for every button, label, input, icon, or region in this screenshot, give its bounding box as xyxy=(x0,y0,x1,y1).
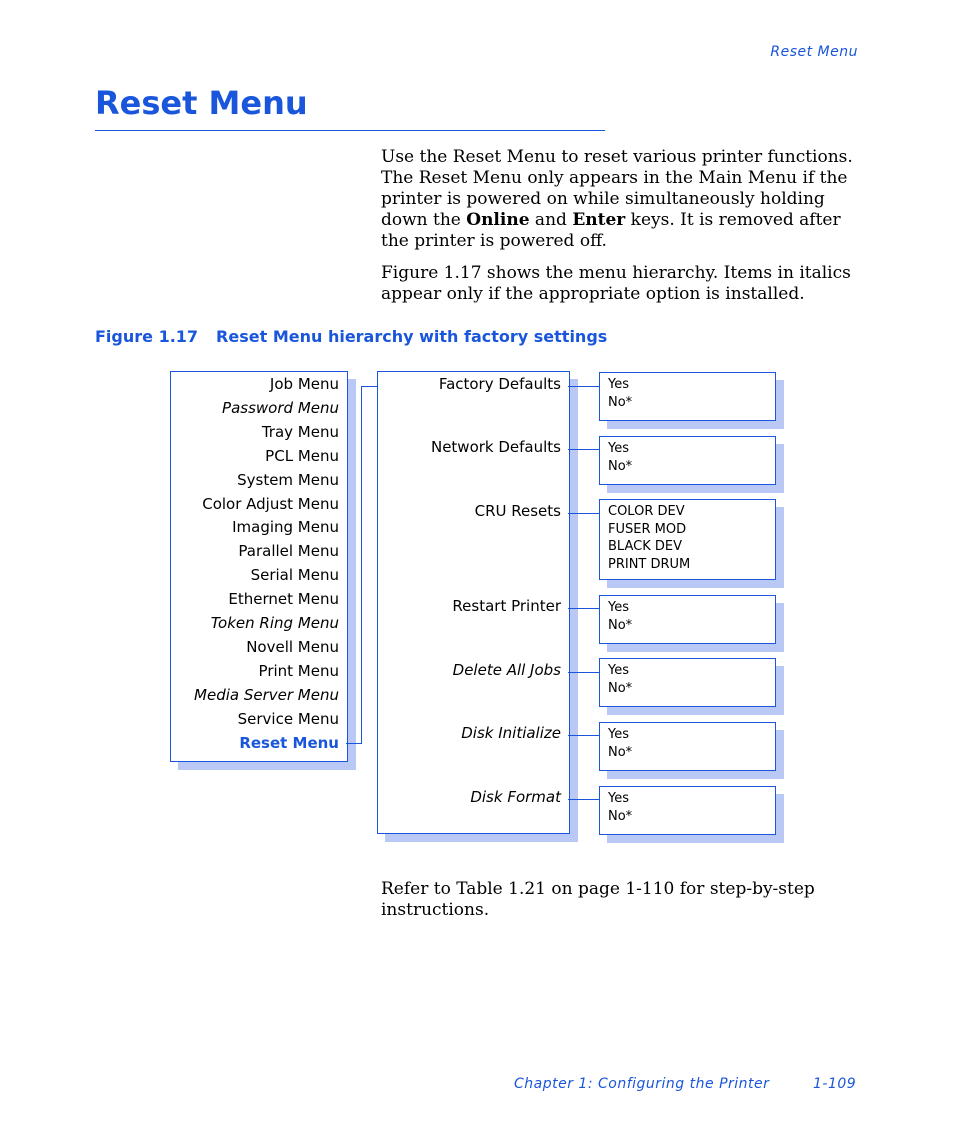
connector-line xyxy=(361,386,362,744)
option-value[interactable]: No* xyxy=(608,617,633,633)
main-menu-item[interactable]: Tray Menu xyxy=(261,422,339,441)
connector-line xyxy=(568,513,600,514)
main-menu-item[interactable]: Job Menu xyxy=(269,375,339,393)
option-value[interactable]: BLACK DEV xyxy=(608,539,682,554)
reset-menu-item[interactable]: Disk Format xyxy=(470,788,561,806)
figure-caption xyxy=(95,327,607,346)
reset-menu-item[interactable]: Restart Printer xyxy=(452,597,561,615)
intro-paragraph-1 xyxy=(381,147,859,252)
main-menu-item[interactable]: System Menu xyxy=(237,470,339,489)
connector-line xyxy=(568,608,600,609)
option-value[interactable]: COLOR DEV xyxy=(608,504,685,519)
options-box xyxy=(599,372,776,421)
option-value[interactable]: Yes xyxy=(608,663,629,678)
title-rule xyxy=(95,130,605,131)
connector-line xyxy=(568,799,600,800)
option-value[interactable]: No* xyxy=(608,680,633,696)
options-box xyxy=(599,436,776,485)
online-key: Online xyxy=(466,210,530,230)
connector-line xyxy=(568,735,600,736)
running-header: Reset Menu xyxy=(770,44,858,60)
figure-number: Figure 1.17 xyxy=(95,327,199,346)
intro-p1-part-b: and xyxy=(529,210,573,230)
option-value[interactable]: Yes xyxy=(608,600,629,615)
main-menu-item[interactable]: Service Menu xyxy=(237,709,339,728)
option-value[interactable]: FUSER MOD xyxy=(608,521,687,537)
main-menu-item[interactable]: Ethernet Menu xyxy=(228,590,339,609)
connector-line xyxy=(361,386,378,387)
connector-line xyxy=(568,449,600,450)
connector-line xyxy=(346,743,362,744)
reset-menu-item[interactable]: Disk Initialize xyxy=(461,724,561,742)
connector-line xyxy=(568,672,600,673)
options-box xyxy=(599,722,776,771)
reset-menu-item[interactable]: Delete All Jobs xyxy=(452,661,561,679)
reset-menu-item[interactable]: Network Defaults xyxy=(430,438,561,456)
connector-line xyxy=(568,386,600,387)
main-menu-item[interactable]: Color Adjust Menu xyxy=(202,494,339,513)
main-menu-item[interactable]: Serial Menu xyxy=(250,566,339,585)
option-value[interactable]: Yes xyxy=(608,727,629,742)
reset-menu-item[interactable]: Factory Defaults xyxy=(438,375,561,393)
option-value[interactable]: Yes xyxy=(608,441,629,456)
main-menu-item[interactable]: Media Server Menu xyxy=(194,685,339,704)
option-value[interactable]: Yes xyxy=(608,377,629,392)
option-value[interactable]: No* xyxy=(608,808,633,824)
options-box xyxy=(599,658,776,707)
intro-p1-part-a: Use the Reset Menu to reset various printer functions. The Reset Menu only appears in the Main Menu if the printer is powered on while simultaneously holding down the xyxy=(381,147,853,230)
main-menu-item[interactable]: Token Ring Menu xyxy=(210,614,339,632)
main-menu-item[interactable]: Print Menu xyxy=(258,661,339,680)
closing-text: Refer to Table 1.21 on page 1-110 for step-by-step instructions. xyxy=(381,879,815,920)
main-menu-box xyxy=(170,371,348,762)
page-title: Reset Menu xyxy=(95,84,308,122)
reset-menu-item[interactable]: CRU Resets xyxy=(474,502,561,520)
option-value[interactable]: PRINT DRUM xyxy=(608,556,691,572)
main-menu-item[interactable]: Novell Menu xyxy=(246,637,339,656)
main-menu-item[interactable]: Imaging Menu xyxy=(232,518,339,537)
figure-title: Reset Menu hierarchy with factory settings xyxy=(216,327,608,346)
main-menu-item[interactable]: PCL Menu xyxy=(265,446,339,465)
option-value[interactable]: No* xyxy=(608,458,633,474)
main-menu-item[interactable]: Parallel Menu xyxy=(238,542,339,561)
intro-p1-part-c: keys. It is removed after the printer is powered off. xyxy=(381,210,841,251)
option-value[interactable]: No* xyxy=(608,744,633,760)
options-box xyxy=(599,595,776,644)
intro-paragraph-2: Figure 1.17 shows the menu hierarchy. Items in italics appear only if the appropriate option is installed. xyxy=(381,263,851,304)
main-menu-item[interactable]: Reset Menu xyxy=(239,733,339,752)
footer-page-number: 1-109 xyxy=(813,1076,857,1092)
main-menu-item[interactable]: Password Menu xyxy=(222,398,339,417)
enter-key: Enter xyxy=(572,210,626,230)
options-box xyxy=(599,786,776,835)
option-value[interactable]: No* xyxy=(608,394,633,410)
intro-text xyxy=(381,147,859,305)
footer-chapter: Chapter 1: Configuring the Printer xyxy=(514,1076,770,1092)
options-box xyxy=(599,499,776,580)
option-value[interactable]: Yes xyxy=(608,791,629,806)
